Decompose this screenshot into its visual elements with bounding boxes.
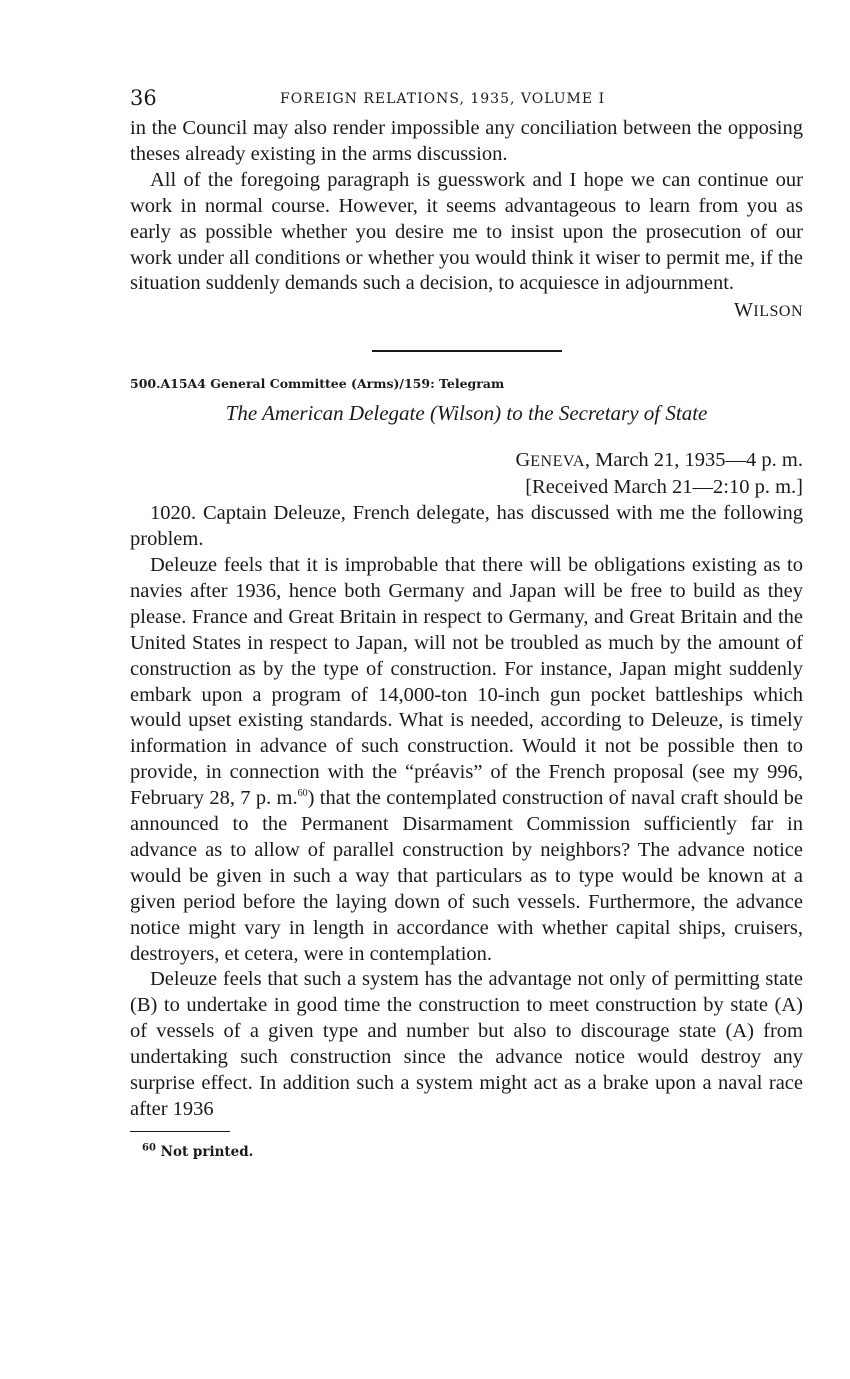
continued-text xyxy=(130,116,803,297)
signature: WILSON xyxy=(734,299,803,322)
section-divider xyxy=(372,350,562,352)
paragraph: 1020. Captain Deleuze, French delegate, has discussed with me the following problem. xyxy=(130,502,803,551)
document-reference: 500.A15A4 General Committee (Arms)/159: Telegram xyxy=(130,376,505,392)
dateline xyxy=(130,448,803,501)
page-number: 36 xyxy=(130,86,157,110)
paragraph: Deleuze feels that it is improbable that there will be obligations existing as to navies after 1936, hence both Germany and Japan will be free to build as they please. France and Great Britain in respect to Germany, and Great Britain and the United States in respect to Japan, will not be troubled as much by the amount of construction as by the type of construction. For instance, Japan might suddenly embark upon a program of 14,000-ton 10-inch gun pocket battleships which would upset existing standards. What is needed, according to Deleuze, is timely information in advance of such construction. Would it not be possible then to provide, in connection with the “préavis” of the French proposal (see my 996, February 28, 7 p. m.$^{60}$) that the contemplated construction of naval craft should be announced to the Permanent Disarmament Commission sufficiently far in advance as to allow of parallel construction by neighbors? The advance notice would be given in such a way that particulars as to type would be known at a given period before the laying down of such vessels. Furthermore, the advance notice might vary in length in accordance with whether capital ships, cruisers, destroyers, et cetera, were in contemplation. xyxy=(130,553,803,965)
footnote: $^{60}$ Not printed. xyxy=(142,1142,254,1161)
place-date: GENEVA, March 21, 1935—4 p. m. xyxy=(515,449,803,472)
document-title: The American Delegate (Wilson) to the Secretary of State xyxy=(225,401,708,426)
telegram-body xyxy=(130,501,803,1123)
document-page xyxy=(130,86,803,1160)
paragraph: All of the foregoing paragraph is guesswork and I hope we can continue our work in normal course. However, it seems advantageous to learn from you as early as possible whether you desire me to insist upon the prosecution of our work under all conditions or whether you would think it wiser to permit me, if the situation suddenly demands such a decision, to acquiesce in adjournment. xyxy=(130,168,803,295)
received-line: [Received March 21—2:10 p. m.] xyxy=(525,476,803,499)
paragraph: in the Council may also render impossible any conciliation between the opposing theses already existing in the arms discussion. xyxy=(130,117,803,165)
footnote-reference: 60 xyxy=(297,788,308,800)
paragraph: Deleuze feels that such a system has the advantage not only of permitting state (B) to undertake in good time the construction to meet construction by state (A) of vessels of a given type and number but also to discourage state (A) from undertaking such construction since the advance notice would destroy any surprise effect. In addition such a system might act as a brake upon a naval race after 1936 xyxy=(130,968,803,1120)
footnote-divider xyxy=(130,1131,230,1133)
page-header xyxy=(130,86,803,116)
running-title: FOREIGN RELATIONS, 1935, VOLUME I xyxy=(280,91,606,107)
